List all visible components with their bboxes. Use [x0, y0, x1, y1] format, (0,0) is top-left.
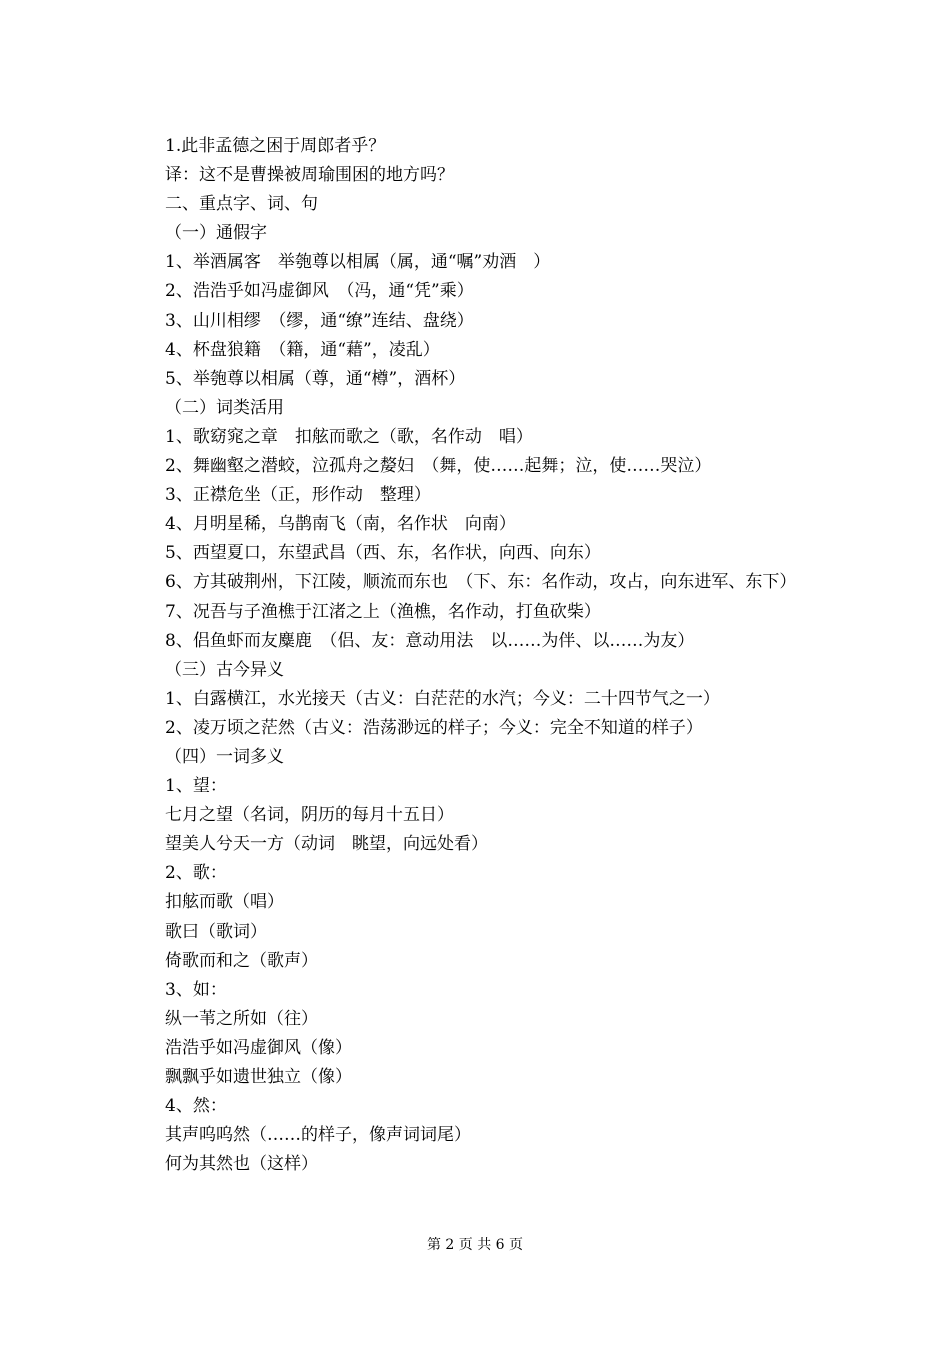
section-heading-key-words: 二、重点字、词、句 — [165, 194, 318, 215]
example-line: 扣舷而歌（唱） — [165, 892, 284, 913]
word-heading: 1、望： — [165, 776, 227, 797]
list-item: 8、侣鱼虾而友麋鹿 （侣、友：意动用法 以……为伴、以……为友） — [165, 630, 695, 651]
word-heading: 4、然： — [165, 1096, 227, 1117]
list-item: 1、举酒属客 举匏尊以相属（属，通“嘱”劝酒 ） — [165, 252, 551, 273]
document-body — [165, 132, 795, 1179]
example-line: 歌曰（歌词） — [165, 921, 267, 942]
list-item: 6、方其破荆州，下江陵，顺流而东也 （下、东：名作动，攻占，向东进军、东下） — [165, 572, 797, 593]
list-item: 4、杯盘狼籍 （籍，通“藉”，凌乱） — [165, 339, 440, 360]
list-item: 1、歌窈窕之章 扣舷而歌之（歌，名作动 唱） — [165, 426, 533, 447]
subheading-gujinyiyi: （三）古今异义 — [165, 659, 284, 680]
example-line: 七月之望（名词，阴历的每月十五日） — [165, 805, 454, 826]
list-item: 4、月明星稀，乌鹊南飞（南，名作状 向南） — [165, 514, 516, 535]
text-line-1: 1.此非孟德之困于周郎者乎？ — [165, 136, 386, 156]
list-item: 3、山川相缪 （缪，通“缭”连结、盘绕） — [165, 310, 474, 331]
subheading-yiciduoyi: （四）一词多义 — [165, 746, 284, 767]
example-line: 何为其然也（这样） — [165, 1154, 318, 1175]
example-line: 倚歌而和之（歌声） — [165, 950, 318, 971]
list-item: 2、浩浩乎如冯虚御风 （冯，通“凭”乘） — [165, 281, 474, 302]
word-heading: 2、歌： — [165, 863, 227, 884]
example-line: 其声呜呜然（……的样子，像声词词尾） — [165, 1125, 471, 1146]
word-heading: 3、如： — [165, 979, 227, 1000]
list-item: 2、凌万顷之茫然（古义：浩荡渺远的样子；今义：完全不知道的样子） — [165, 717, 703, 738]
example-line: 纵一苇之所如（往） — [165, 1008, 318, 1029]
example-line: 望美人兮天一方（动词 眺望，向远处看） — [165, 834, 488, 855]
list-item: 2、舞幽壑之潜蛟，泣孤舟之嫠妇 （舞，使……起舞；泣，使……哭泣） — [165, 456, 712, 477]
subheading-cileihuoyong: （二）词类活用 — [165, 397, 284, 418]
list-item: 7、况吾与子渔樵于江渚之上（渔樵，名作动，打鱼砍柴） — [165, 601, 601, 622]
example-line: 浩浩乎如冯虚御风（像） — [165, 1037, 352, 1058]
list-item: 1、白露横江，水光接天（古义：白茫茫的水汽；今义：二十四节气之一） — [165, 688, 720, 709]
page-number-footer: 第 2 页 共 6 页 — [426, 1237, 524, 1253]
list-item: 3、正襟危坐（正，形作动 整理） — [165, 485, 431, 506]
example-line: 飘飘乎如遗世独立（像） — [165, 1067, 352, 1087]
list-item: 5、西望夏口，东望武昌（西、东，名作状，向西、向东） — [165, 543, 601, 564]
list-item: 5、举匏尊以相属（尊，通“樽”，酒杯） — [165, 368, 466, 389]
subheading-tongjiazi: （一）通假字 — [165, 223, 267, 244]
text-line-2: 译：这不是曹操被周瑜围困的地方吗？ — [165, 165, 454, 186]
